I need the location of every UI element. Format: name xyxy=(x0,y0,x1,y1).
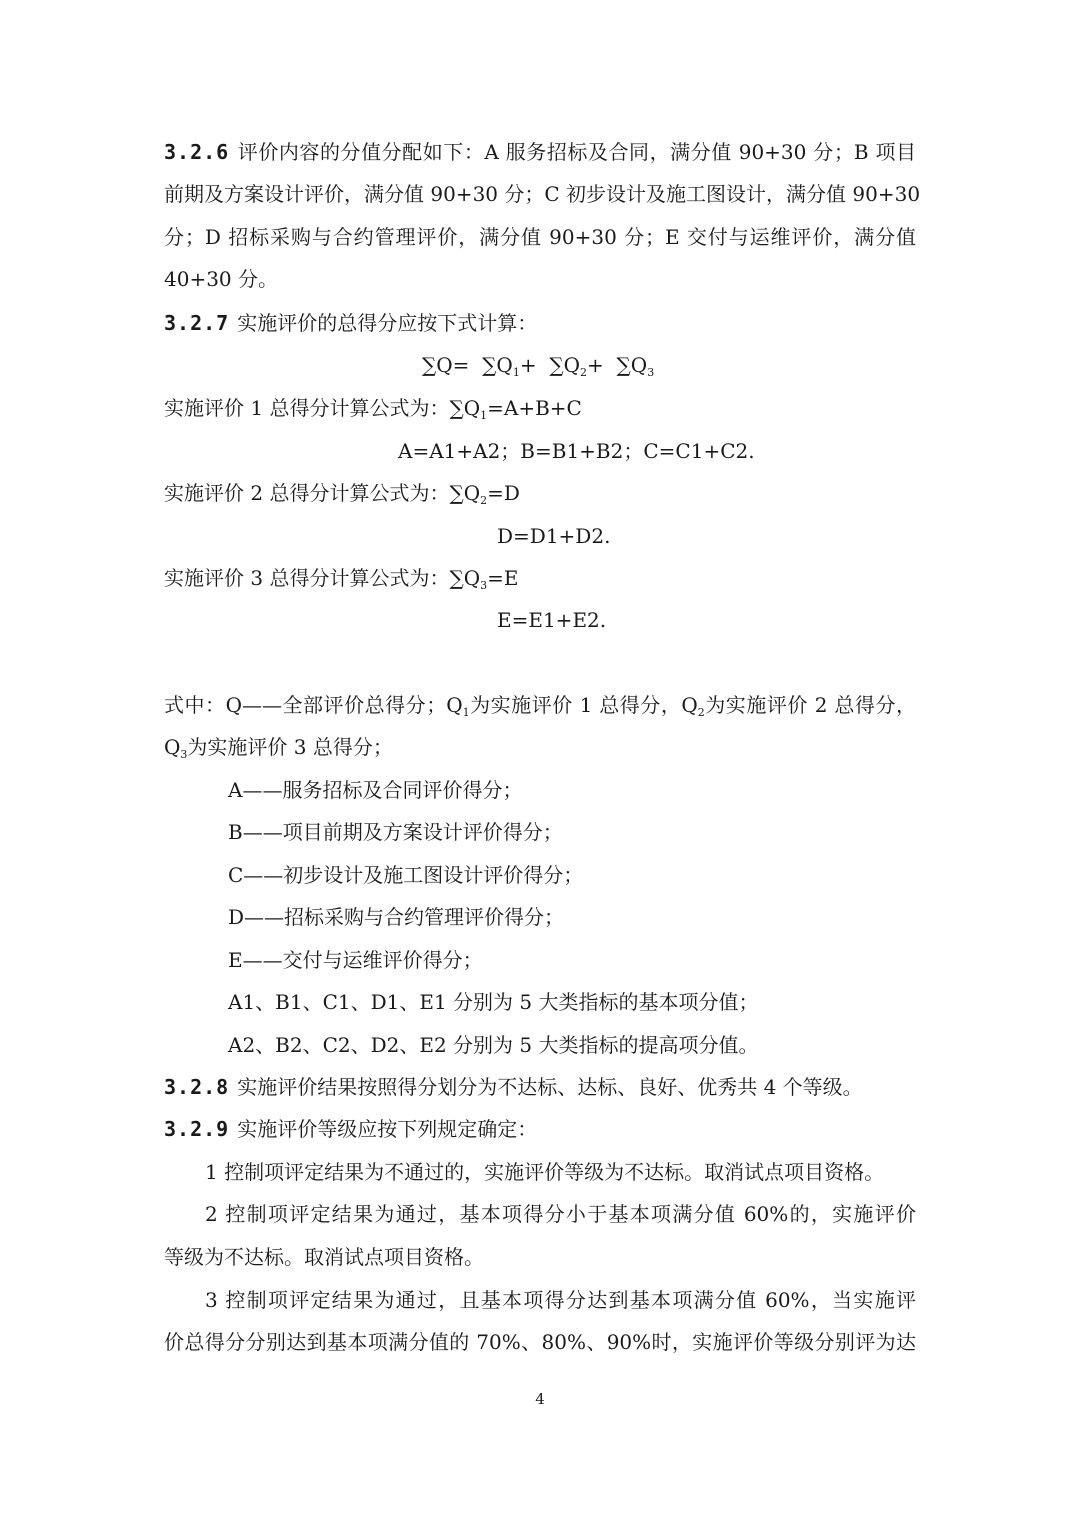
where-item-a: A——服务招标及合同评价得分； xyxy=(228,778,523,802)
clause-number: 3.2.9 xyxy=(164,1117,230,1141)
where-item-basic: A1、B1、C1、D1、E1 分别为 5 大类指标的基本项分值； xyxy=(228,990,759,1014)
clause-number: 3.2.7 xyxy=(164,311,230,335)
page-number: 4 xyxy=(535,1390,545,1408)
where-item-e: E——交付与运维评价得分； xyxy=(228,948,483,972)
formula-3: 实施评价 3 总得分计算公式为：$\sum Q_3=E$ xyxy=(164,566,519,592)
clause-3-2-6-line-1: 3.2.6 评价内容的分值分配如下：A 服务招标及合同，满分值 90+30 分；B 项目 xyxy=(164,140,916,164)
formula-3-detail: E=E1+E2. xyxy=(497,608,607,632)
clause-3-2-9: 3.2.9 实施评价等级应按下列规定确定： xyxy=(164,1117,538,1141)
clause-number: 3.2.8 xyxy=(164,1075,230,1099)
clause-3-2-6-line-2: 前期及方案设计评价，满分值 90+30 分；C 初步设计及施工图设计，满分值 90+30 xyxy=(164,182,921,206)
rule-1: 1 控制项评定结果为不通过的，实施评价等级为不达标。取消试点项目资格。 xyxy=(205,1160,885,1184)
clause-3-2-6-line-3: 分；D 招标采购与合约管理评价，满分值 90+30 分；E 交付与运维评价，满分值 xyxy=(164,225,916,249)
formula-1-detail: A=A1+A2；B=B1+B2；C=C1+C2. xyxy=(398,439,755,463)
clause-3-2-7: 3.2.7 实施评价的总得分应按下式计算： xyxy=(164,311,538,335)
clause-3-2-8: 3.2.8 实施评价结果按照得分划分为不达标、达标、良好、优秀共 4 个等级。 xyxy=(164,1075,863,1099)
formula-2: 实施评价 2 总得分计算公式为：$\sum Q_2=D$ xyxy=(164,481,520,507)
clause-number: 3.2.6 xyxy=(164,140,230,164)
where-item-b: B——项目前期及方案设计评价得分； xyxy=(228,820,563,844)
rule-2-line-2: 等级为不达标。取消试点项目资格。 xyxy=(164,1245,484,1269)
where-line-1: 式中：Q——全部评价总得分；$Q_1$为实施评价 1 总得分，$Q_2$为实施评价 2 总得分， xyxy=(164,693,916,719)
formula-2-detail: D=D1+D2. xyxy=(497,524,611,548)
rule-2-line-1: 2 控制项评定结果为通过，基本项得分小于基本项满分值 60%的，实施评价 xyxy=(205,1202,916,1226)
rule-3-line-1: 3 控制项评定结果为通过，且基本项得分达到基本项满分值 60%，当实施评 xyxy=(205,1288,916,1312)
formula-1: 实施评价 1 总得分计算公式为：$\sum Q_1=A+B+C$ xyxy=(164,396,582,422)
where-item-c: C——初步设计及施工图设计评价得分； xyxy=(228,863,584,887)
where-item-d: D——招标采购与合约管理评价得分； xyxy=(228,905,565,929)
where-item-improve: A2、B2、C2、D2、E2 分别为 5 大类指标的提高项分值。 xyxy=(228,1033,759,1057)
rule-3-line-2: 价总得分分别达到基本项满分值的 70%、80%、90%时，实施评价等级分别评为达 xyxy=(164,1330,916,1354)
where-line-2: $Q_3$为实施评价 3 总得分； xyxy=(164,735,393,761)
clause-3-2-6-line-4: 40+30 分。 xyxy=(164,267,279,291)
formula-total: $\sum Q= \sum Q_1+ \sum Q_2+ \sum Q_3$ xyxy=(422,353,655,379)
